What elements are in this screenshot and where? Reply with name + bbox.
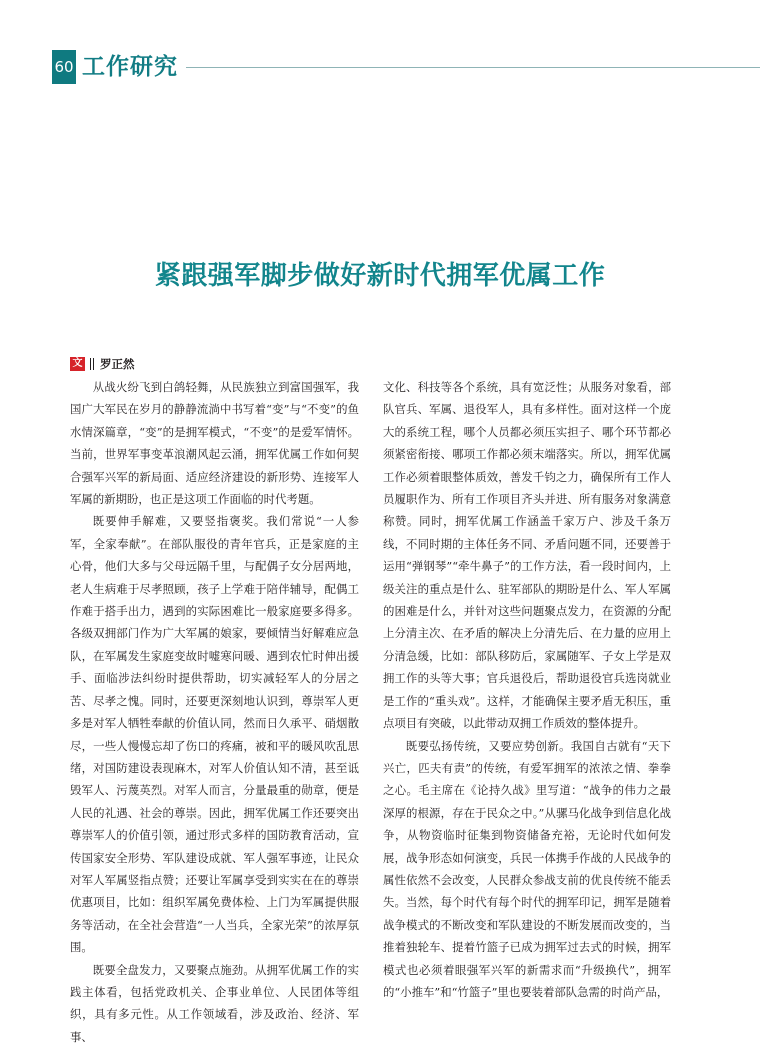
- section-title: 工作研究: [82, 54, 178, 80]
- byline-divider: [90, 358, 91, 370]
- paragraph: 既要伸手解难，又要竖指褒奖。我们常说“一人参军，全家奉献”。在部队服役的青年官兵，正是家庭的主心骨，他们大多与父母远隔千里，与配偶子女分居两地，老人生病难于尽孝照顾，孩子上学难于陪伴辅导，配偶工作难于搭手出力，遇到的实际困难比一般家庭要多得多。各级双拥部门作为广大军属的娘家，要倾情当好解难应急队，在军属发生家庭变故时嘘寒问暖、遇到农忙时伸出援手、面临涉法纠纷时提供帮助，切实减轻军人的分居之苦、尽孝之愧。同时，还要更深刻地认识到，尊崇军人更多是对军人牺牲奉献的价值认同，然而日久承平、硝烟散尽，一些人慢慢忘却了伤口的疼痛，被和平的暖风吹乱思绪，对国防建设表现麻木，对军人价值认知不清，甚至诋毁军人、污蔑英烈。对军人而言，分量最重的勋章，便是人民的礼遇、社会的尊崇。因此，拥军优属工作还要突出尊崇军人的价值引领，通过形式多样的国防教育活动，宣传国家安全形势、军队建设成就、军人强军事迹，让民众对军人军属竖指点赞；还要让军属享受到实实在在的尊崇优惠项目，比如：组织军属免费体检、上门为军属提供服务等活动，在全社会营造“一人当兵，全家光荣”的浓厚氛围。: [70, 514, 359, 955]
- paragraph: 从战火纷飞到白鸽轻舞，从民族独立到富国强军，我国广大军民在岁月的静静流淌中书写着“变”与“不变”的鱼水情深篇章，“变”的是拥军模式，“不变”的是爱军情怀。当前，世界军事变革浪潮风起云涌，拥军优属工作如何契合强军兴军的新局面、适应经济建设的新形势、连接军人军属的新期盼，也正是这项工作面临的时代考题。: [70, 380, 359, 507]
- article-title: 紧跟强军脚步做好新时代拥军优属工作: [154, 261, 606, 292]
- left-column: [70, 376, 359, 1048]
- paragraph: 既要弘扬传统，又要应势创新。我国自古就有“天下兴亡，匹夫有责”的传统，有爱军拥军的浓浓之情、拳拳之心。毛主席在《论持久战》里写道：“战争的伟力之最深厚的根源，存在于民众之中。”从骡马化战争到信息化战争，从物资临时征集到物资储备充裕，无论时代如何发展，战争形态如何演变，兵民一体携手作战的人民战争的属性依然不会改变，人民群众参战支前的优良传统不能丢失。当然，每个时代有每个时代的拥军印记，拥军是随着战争模式的不断改变和军队建设的不断发展而改变的，当推着独轮车、提着竹篮子已成为拥军过去式的时候，拥军模式也必须着眼强军兴军的新需求而“升级换代”，拥军的“小推车”和“竹篮子”里也要装着部队急需的时尚产品，: [383, 738, 671, 999]
- byline-tag: 文: [70, 357, 85, 371]
- byline-divider: [93, 358, 94, 370]
- byline: [70, 356, 135, 372]
- header-rule: [186, 67, 760, 68]
- author-name: 罗正然: [100, 357, 135, 371]
- page-number: 60: [52, 50, 76, 84]
- paragraph: 文化、科技等各个系统，具有宽泛性；从服务对象看，部队官兵、军属、退役军人，具有多样性。面对这样一个庞大的系统工程，哪个人员都必须压实担子、哪个环节都必须紧密衔接、哪项工作都必须末端落实。所以，拥军优属工作必须着眼整体质效，善发千钧之力，确保所有工作人员履职作为、所有工作项目齐头并进、所有服务对象满意称赞。同时，拥军优属工作涵盖千家万户、涉及千条万线，不同时期的主体任务不同、矛盾问题不同，还要善于运用“弹钢琴”“牵牛鼻子”的工作方法，看一段时间内，上级关注的重点是什么、驻军部队的期盼是什么、军人军属的困难是什么，并针对这些问题聚点发力，在资源的分配上分清主次、在矛盾的解决上分清先后、在力量的应用上分清急缓，比如：部队移防后，家属随军、子女上学是双拥工作的头等大事；官兵退役后，帮助退役官兵选岗就业是工作的“重头戏”。这样，才能确保主要矛盾无积压，重点项目有突破，以此带动双拥工作质效的整体提升。: [383, 380, 671, 731]
- paragraph: 既要全盘发力，又要聚点施劲。从拥军优属工作的实践主体看，包括党政机关、企事业单位、人民团体等组织，具有多元性。从工作领域看，涉及政治、经济、军事、: [70, 962, 359, 1044]
- right-column: [383, 376, 671, 1003]
